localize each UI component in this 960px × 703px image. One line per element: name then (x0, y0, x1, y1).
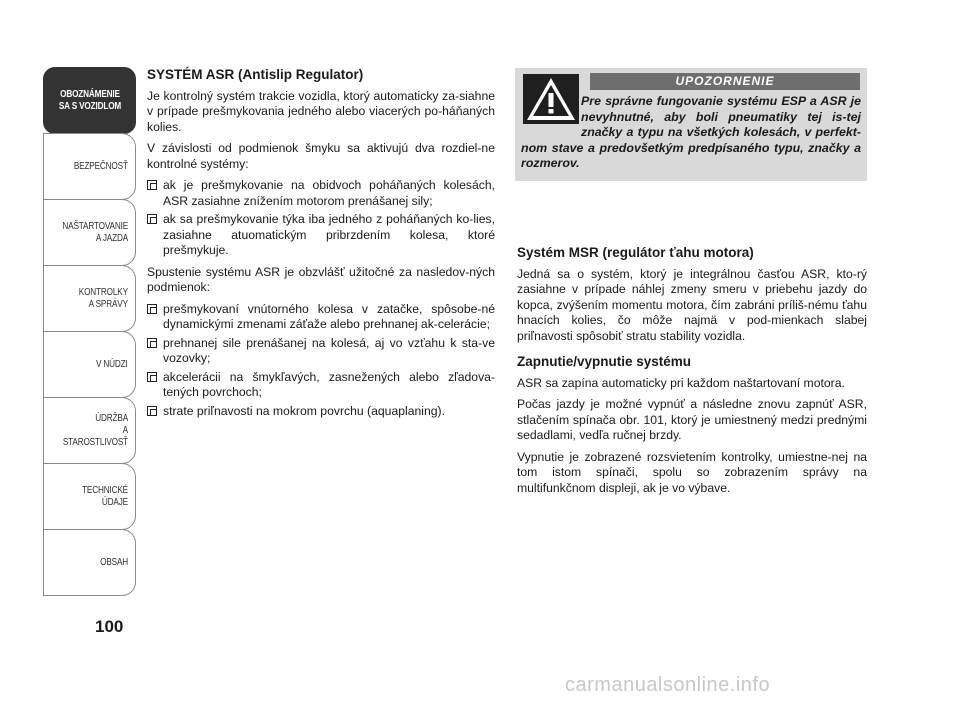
tab-label: V NÚDZI (96, 358, 128, 370)
tab-kontrolky[interactable] (43, 265, 136, 332)
page-number: 100 (95, 617, 124, 636)
tab-nastartovanie[interactable] (43, 199, 136, 266)
warning-box (515, 68, 867, 181)
tab-label: KONTROLKY A SPRÁVY (78, 286, 128, 310)
list-item: prehnanej sile prenášanej na kolesá, aj vo vzťahu k sta-ve vozovky; (147, 336, 495, 367)
checkbox-list (147, 178, 495, 259)
chapter-tabs (43, 67, 136, 595)
paragraph: ASR sa zapína automaticky pri každom naštartovaní motora. (517, 375, 845, 390)
checkbox-bullet-icon (147, 180, 157, 190)
list-item: akcelerácii na šmykľavých, zasnežených alebo zľadova-tených povrchoch; (147, 370, 495, 401)
tab-technicke-udaje[interactable] (43, 463, 136, 530)
checkbox-bullet-icon (147, 214, 157, 224)
list-item: ak sa prešmykovanie týka iba jedného z poháňaných ko-lies, zasiahne atuomatickým pribrzdením kolesa, ktoré prešmykuje. (147, 212, 495, 259)
section-title-msr: Systém MSR (regulátor ťahu motora) (517, 245, 754, 260)
watermark: carmanualsonline.info (565, 674, 771, 696)
tab-label: TECHNICKÉ ÚDAJE (82, 484, 128, 508)
paragraph: Vypnutie je zobrazené rozsvietením kontrolky, umiestne-nej na tom istom spínači, spolu so zobrazením správy na multifunkčnom displeji, ak je vo výbave. (517, 449, 867, 495)
list-item: ak je prešmykovanie na obidvoch poháňaných kolesách, ASR zasiahne znížením motorom prenášanej sily; (147, 178, 495, 209)
tab-udrzba[interactable] (43, 397, 136, 464)
tab-bezpecnost[interactable] (43, 133, 136, 200)
right-column (517, 245, 867, 502)
section-title-asr: SYSTÉM ASR (Antislip Regulator) (147, 67, 364, 82)
left-column (147, 67, 495, 425)
list-item: strate priľnavosti na mokrom povrchu (aquaplaning). (147, 404, 495, 420)
tab-label: OBOZNÁMENIE SA S VOZIDLOM (58, 88, 121, 112)
tab-label: OBSAH (100, 556, 128, 568)
paragraph: Počas jazdy je možné vypnúť a následne znovu zapnúť ASR, stlačením spínača obr. 101, ktorý je umiestnený medzi prednými sedadlami, vedľa ručnej brzdy. (517, 397, 867, 442)
paragraph: V závislosti od podmienok šmyku sa aktivujú dva rozdiel-ne kontrolné systémy: (147, 141, 495, 171)
section-title-on-off: Zapnutie/vypnutie systému (517, 354, 692, 369)
tab-obsah[interactable] (43, 529, 136, 596)
warning-heading: UPOZORNENIE (590, 73, 860, 90)
tab-label: NAŠTARTOVANIE A JAZDA (62, 220, 128, 244)
paragraph: Jedná sa o systém, ktorý je integrálnou časťou ASR, kto-rý zasiahne v prípade náhlej zmeny smeru v priebehu jazdy do kopca, zvýšením momentu motora, čím zabráni príliš-nému ťahu hnacích kolies, čo môže najmä v pod-mienkach slabej priľnavosti spôsobiť stratu stability vozidla. (517, 266, 867, 343)
tab-label: BEZPEČNOSŤ (74, 160, 128, 172)
warning-text: Pre správne fungovanie systému ESP a ASR je nevyhnutné, aby boli pneumatiky tej is-tej značky a typu na všetkých kolesách, v perfekt-nom stave a predovšetkým predpísaného typu, značky a rozmerov. (521, 94, 861, 170)
paragraph: Spustenie systému ASR je obzvlášť užitočné za nasledov-ných podmienok: (147, 264, 495, 294)
tab-label: ÚDRŽBA A STAROSTLIVOSŤ (62, 412, 128, 448)
paragraph: Je kontrolný systém trakcie vozidla, ktorý automaticky za-siahne v prípade prešmykovania jedného alebo viacerých po-háňaných kolies. (147, 88, 495, 134)
checkbox-bullet-icon (147, 304, 157, 314)
tab-v-nudzi[interactable] (43, 331, 136, 398)
checkbox-list (147, 302, 495, 420)
checkbox-bullet-icon (147, 372, 157, 382)
list-item: prešmykovaní vnútorného kolesa v zatačke, spôsobe-né dynamickými zmenami záťaže alebo prehnanej ak-celerácie; (147, 302, 495, 333)
checkbox-bullet-icon (147, 338, 157, 348)
tab-oboznamenie[interactable] (43, 67, 136, 134)
checkbox-bullet-icon (147, 406, 157, 416)
